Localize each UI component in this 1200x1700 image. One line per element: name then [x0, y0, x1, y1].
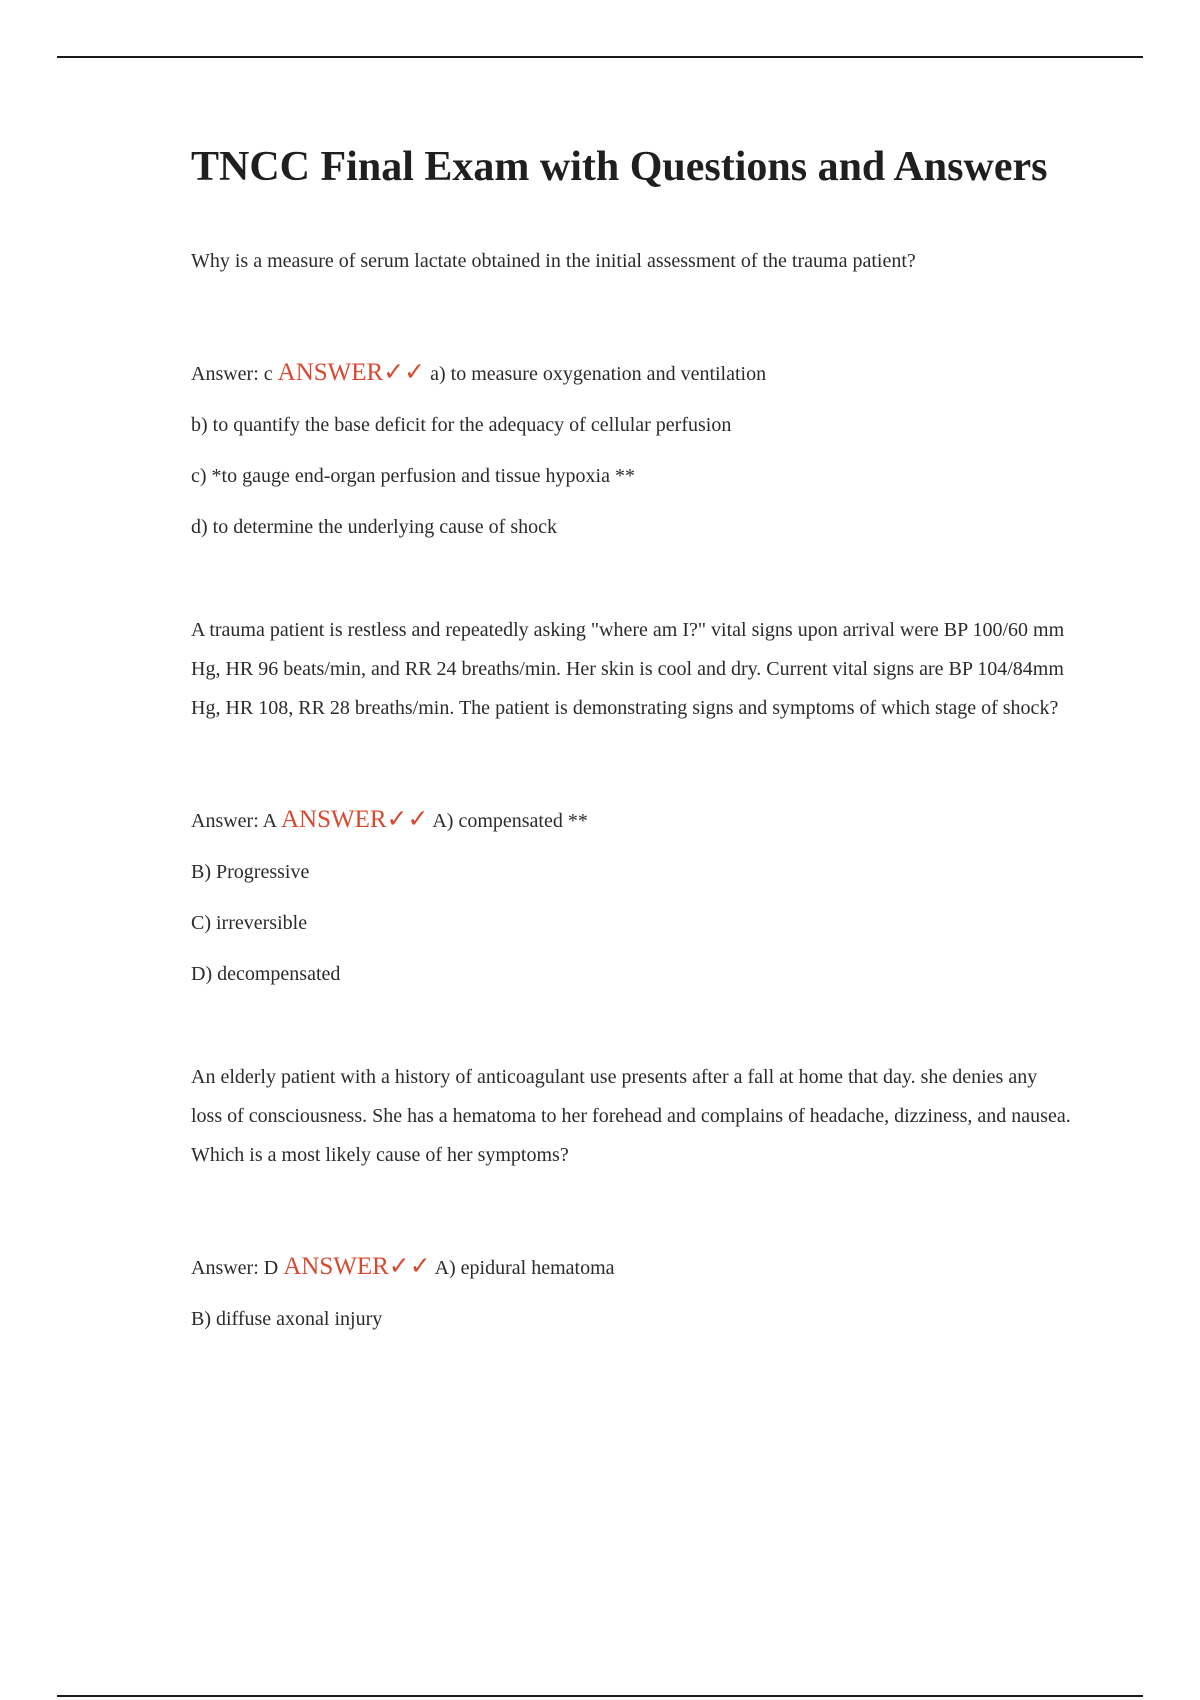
answer-option: b) to quantify the base deficit for the adequacy of cellular perfusion	[191, 414, 732, 436]
answer-option: D) decompensated	[191, 963, 341, 985]
answer-line	[191, 808, 1071, 833]
document-body	[191, 140, 1071, 1403]
answer-option: B) diffuse axonal injury	[191, 1308, 383, 1330]
answer-block	[191, 808, 1071, 986]
answer-option: a) to measure oxygenation and ventilation	[430, 363, 767, 385]
answer-prefix: Answer: A	[191, 810, 276, 832]
answer-label: ANSWER✓✓	[281, 806, 429, 833]
answer-line	[191, 361, 1071, 386]
answer-option: d) to determine the underlying cause of shock	[191, 516, 557, 538]
answer-option: A) compensated **	[432, 810, 588, 832]
page-title: TNCC Final Exam with Questions and Answers	[191, 144, 1048, 190]
answer-option: A) epidural hematoma	[434, 1257, 615, 1279]
question-text: Why is a measure of serum lactate obtained in the initial assessment of the trauma patient?	[191, 250, 916, 272]
answer-option: C) irreversible	[191, 912, 308, 934]
answer-option: c) *to gauge end-organ perfusion and tissue hypoxia **	[191, 465, 635, 487]
question-text: A trauma patient is restless and repeatedly asking "where am I?" vital signs upon arrival were BP 100/60 mm Hg, HR 96 beats/min, and RR 24 breaths/min. Her skin is cool and dry. Current vital signs are BP 104/84mm Hg, HR 108, RR 28 breaths/min. The patient is demonstrating signs and symptoms of which stage of shock?	[191, 619, 1065, 719]
answer-block	[191, 361, 1071, 539]
question-text: An elderly patient with a history of anticoagulant use presents after a fall at home that day. she denies any loss of consciousness. She has a hematoma to her forehead and complains of headache, dizziness, and nausea. Which is a most likely cause of her symptoms?	[191, 1066, 1071, 1166]
answer-line	[191, 1255, 1071, 1280]
bottom-rule	[57, 1695, 1143, 1697]
answer-option: B) Progressive	[191, 861, 310, 883]
answer-label: ANSWER✓✓	[277, 359, 426, 386]
question-block-3	[191, 1058, 1071, 1331]
answer-block	[191, 1255, 1071, 1331]
answer-prefix: Answer: c	[191, 363, 273, 385]
answer-label: ANSWER✓✓	[283, 1253, 431, 1280]
top-rule	[57, 56, 1143, 58]
question-block-1	[191, 242, 1071, 539]
answer-prefix: Answer: D	[191, 1257, 279, 1279]
question-block-2	[191, 611, 1071, 986]
